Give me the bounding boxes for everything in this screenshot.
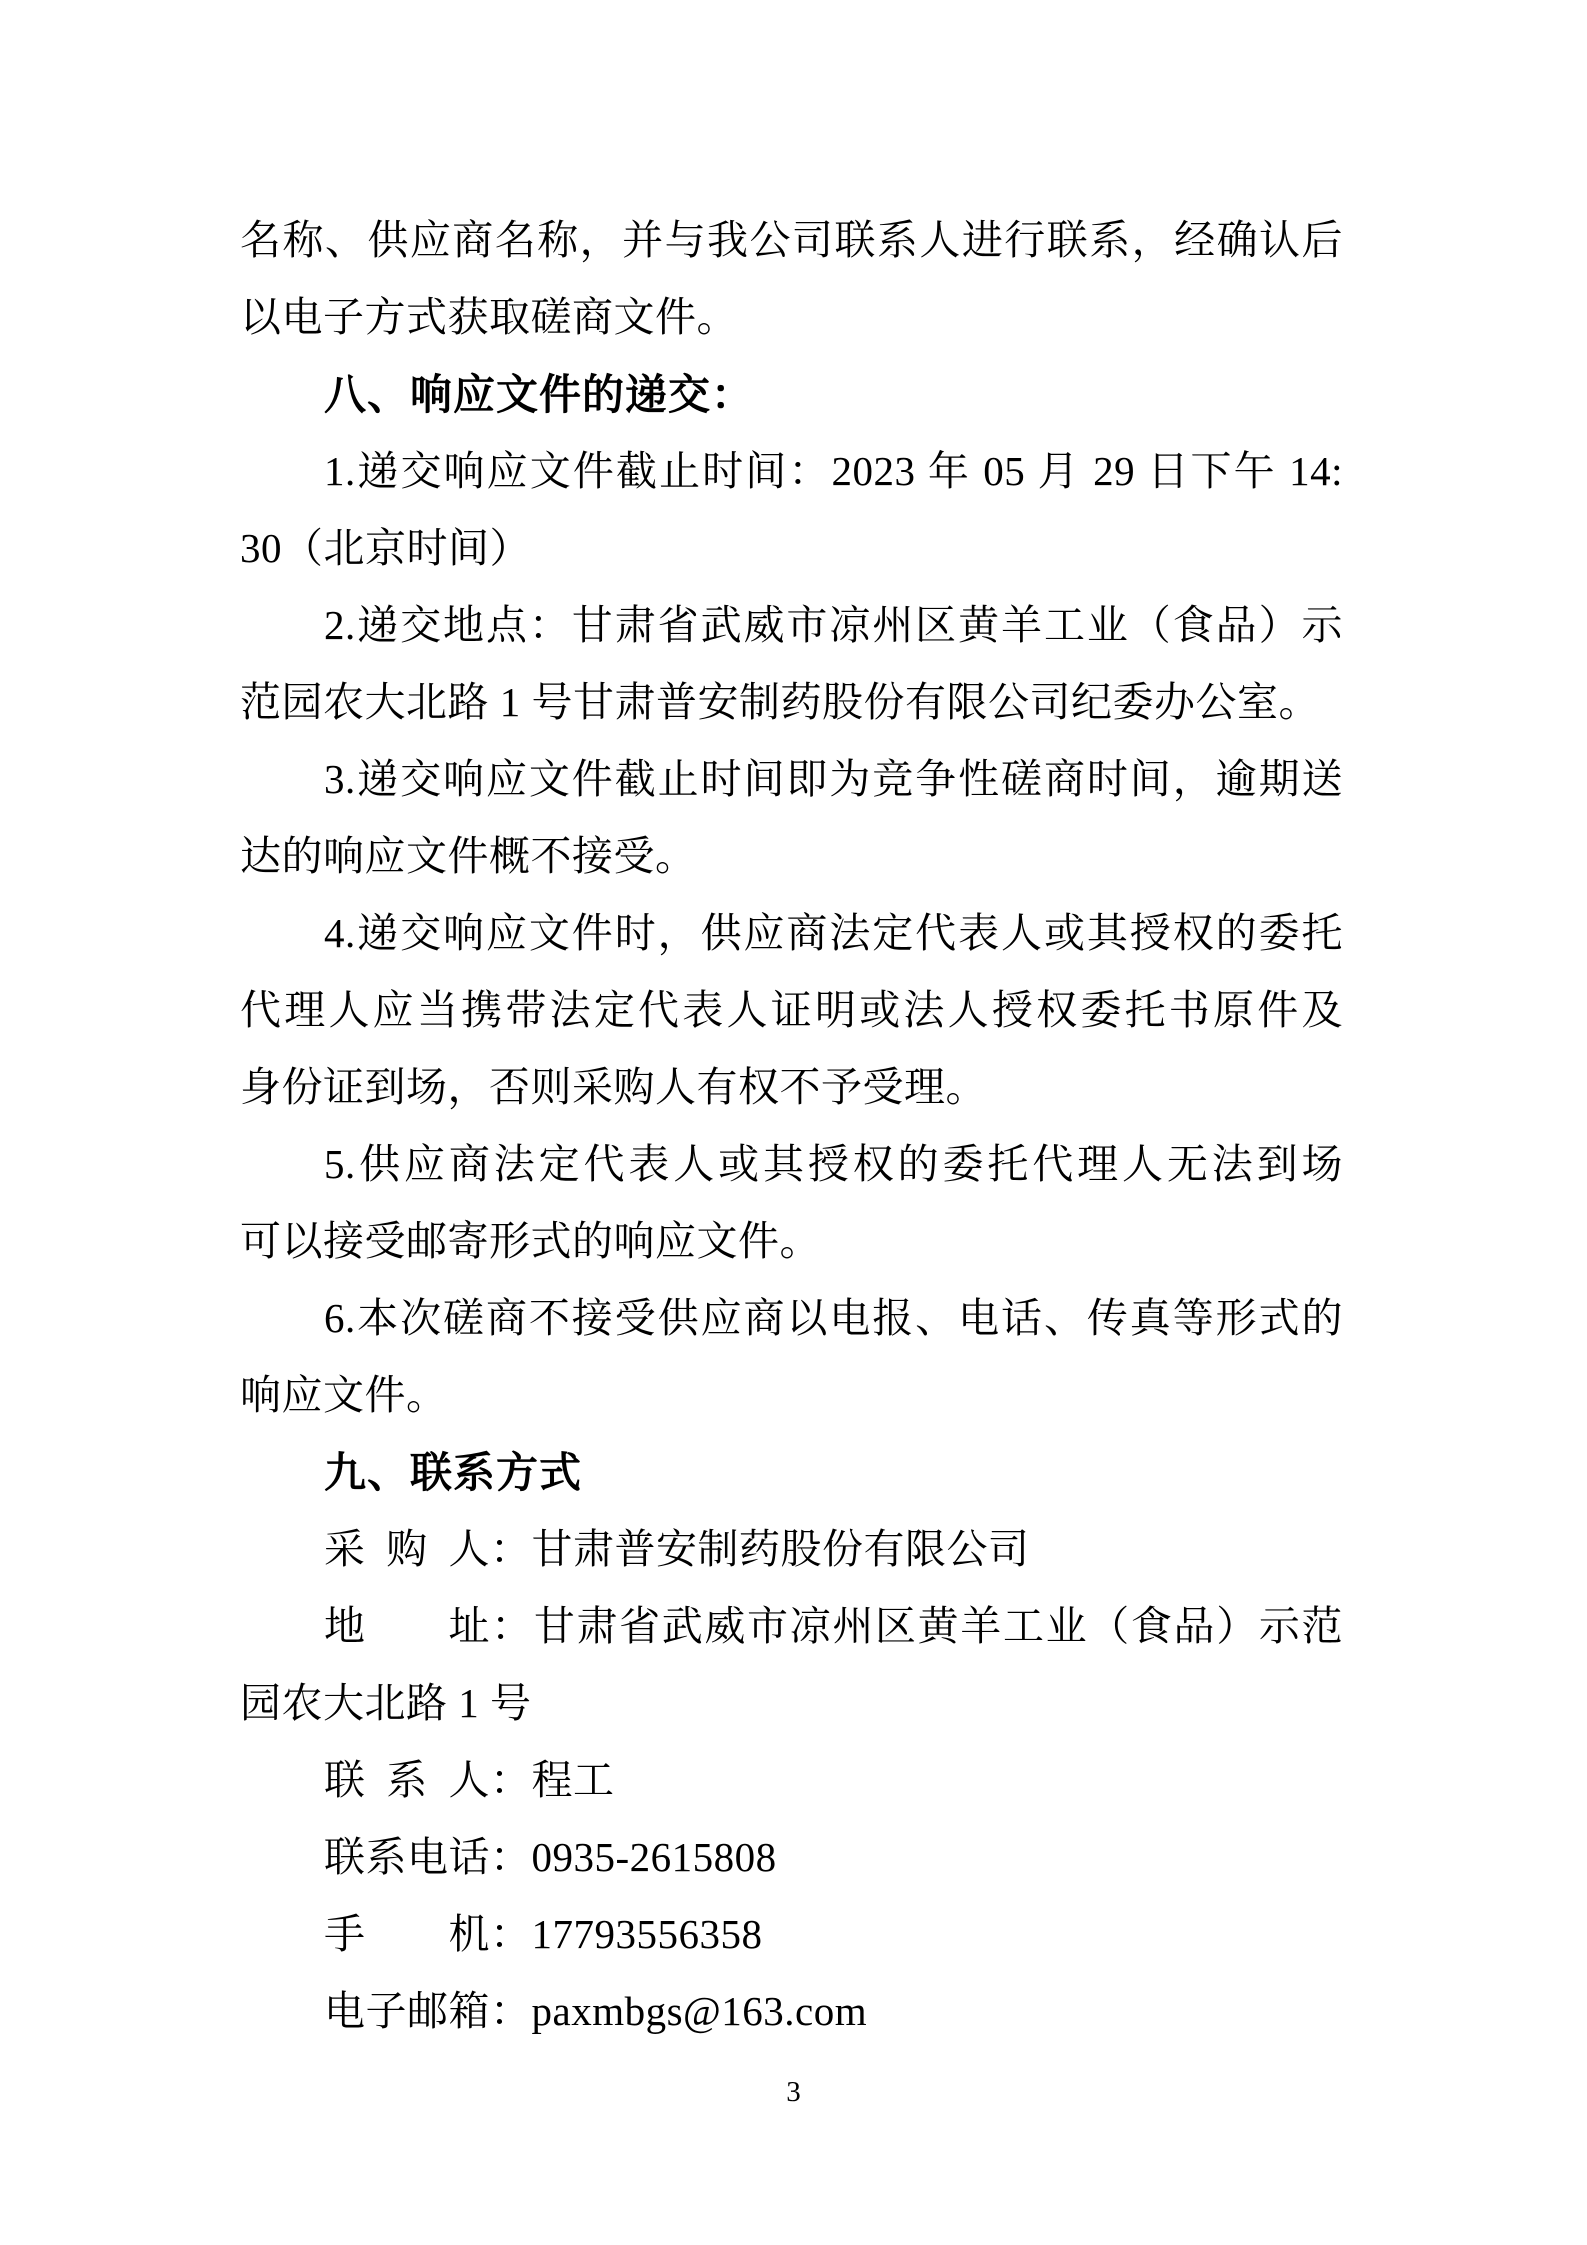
body-line: 以电子方式获取磋商文件。 [240, 294, 738, 340]
body-line: 达的响应文件概不接受。 [240, 833, 697, 879]
contact-label: 联系电话 [324, 1834, 490, 1880]
section-heading-8: 八、响应文件的递交： [324, 371, 755, 418]
contact-label: 联系人 [324, 1757, 490, 1803]
contact-separator: ： [490, 1757, 532, 1803]
contact-value: 17793556358 [531, 1911, 763, 1957]
contact-line-mobile [240, 1896, 1343, 1973]
contact-label: 手机 [324, 1911, 490, 1957]
body-line: 代理人应当携带法定代表人证明或法人授权委托书原件及 [240, 987, 1343, 1033]
contact-label: 采购人 [324, 1526, 490, 1572]
contact-separator: ： [490, 1526, 532, 1572]
contact-value: 程工 [531, 1757, 615, 1803]
contact-line-purchaser [240, 1511, 1343, 1588]
contact-separator: ： [490, 1911, 532, 1957]
contact-value: 0935-2615808 [531, 1834, 777, 1880]
body-line: 身份证到场，否则采购人有权不予受理。 [240, 1064, 987, 1110]
body-line: 30（北京时间） [240, 525, 531, 571]
contact-line-address-continuation: 园农大北路 1 号 [240, 1680, 532, 1726]
body-line: 范园农大北路 1 号甘肃普安制药股份有限公司纪委办公室。 [240, 679, 1320, 725]
section-heading-9: 九、联系方式 [324, 1449, 583, 1496]
contact-separator: ： [490, 1834, 532, 1880]
contact-separator: ： [490, 1988, 532, 2034]
contact-value: paxmbgs@163.com [531, 1988, 868, 2034]
body-line: 4.递交响应文件时，供应商法定代表人或其授权的委托 [324, 910, 1343, 956]
contact-value: 甘肃普安制药股份有限公司 [531, 1526, 1030, 1572]
body-line: 响应文件。 [240, 1372, 448, 1418]
contact-line-telephone [240, 1819, 1343, 1896]
contact-separator: ： [490, 1603, 534, 1649]
body-line: 名称、供应商名称，并与我公司联系人进行联系，经确认后 [240, 217, 1343, 263]
contact-label: 电子邮箱 [324, 1988, 490, 2034]
body-line: 3.递交响应文件截止时间即为竞争性磋商时间，逾期送 [324, 756, 1343, 802]
page-number: 3 [786, 2076, 801, 2108]
contact-line-address [240, 1588, 1343, 1665]
document-body [240, 202, 1343, 2050]
body-line: 5.供应商法定代表人或其授权的委托代理人无法到场 [324, 1141, 1343, 1187]
body-line: 可以接受邮寄形式的响应文件。 [240, 1218, 821, 1264]
body-line: 1.递交响应文件截止时间：2023 年 05 月 29 日下午 14: [324, 448, 1343, 494]
body-line: 6.本次磋商不接受供应商以电报、电话、传真等形式的 [324, 1295, 1343, 1341]
contact-label: 地址 [324, 1603, 490, 1649]
contact-line-email [240, 1973, 1343, 2050]
body-line: 2.递交地点：甘肃省武威市凉州区黄羊工业（食品）示 [324, 602, 1343, 648]
contact-value: 甘肃省武威市凉州区黄羊工业（食品）示范 [533, 1603, 1344, 1649]
contact-line-person [240, 1742, 1343, 1819]
